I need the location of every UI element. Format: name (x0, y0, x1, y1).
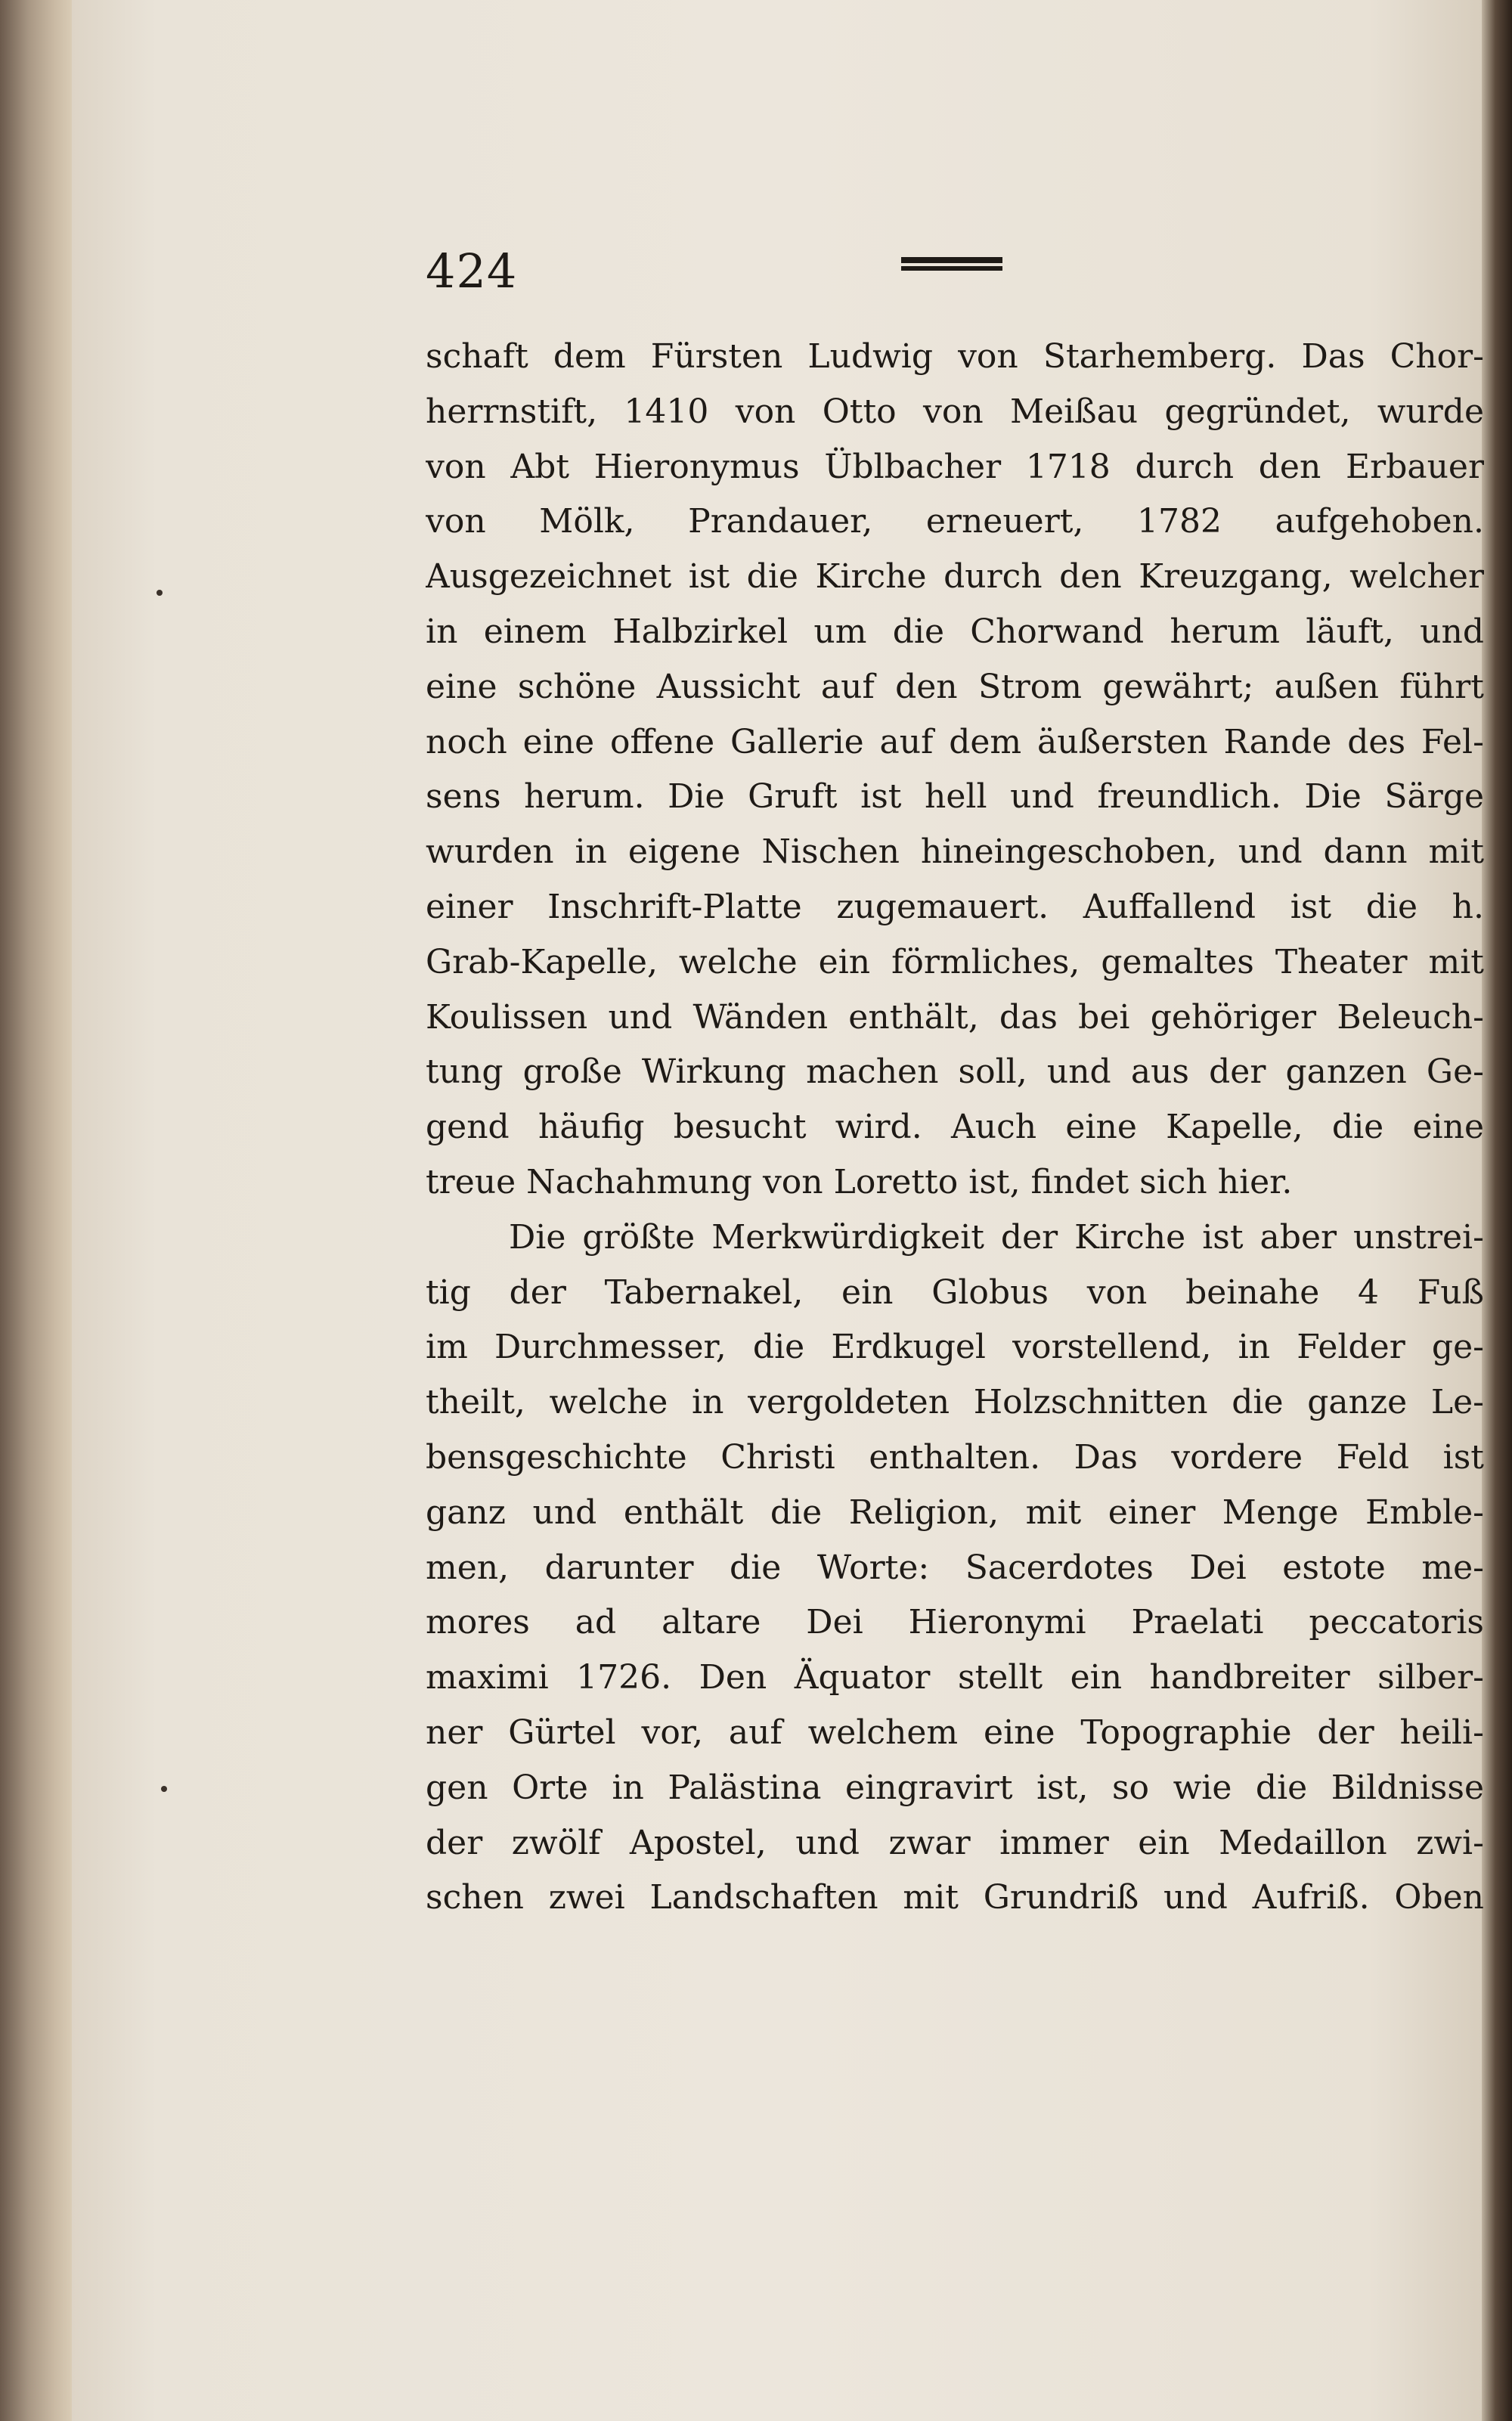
paragraph-end-line: treue Nachahmung von Loretto ist, findet sich hier. (426, 1162, 1293, 1201)
text-line: von Mölk, Prandauer, erneuert, 1782 aufgehoben. (426, 502, 1484, 541)
text-line: der zwölf Apostel, und zwar immer ein Medaillon zwi- (426, 1823, 1484, 1862)
text-line: tung große Wirkung machen soll, und aus der ganzen Ge- (426, 1052, 1484, 1092)
page-number: 424 (426, 243, 518, 299)
text-line: mores ad altare Dei Hieronymi Praelati peccatoris (426, 1603, 1484, 1642)
text-line: schaft dem Fürsten Ludwig von Starhemberg. Das Chor- (426, 337, 1484, 376)
ink-speck (156, 590, 163, 596)
text-line: ganz und enthält die Religion, mit einer Menge Emble- (426, 1493, 1484, 1532)
book-gutter-left (0, 0, 72, 2421)
text-line: bensgeschichte Christi enthalten. Das vordere Feld ist (426, 1437, 1484, 1477)
book-page (72, 0, 1482, 2421)
text-line: Ausgezeichnet ist die Kirche durch den Kreuzgang, welcher (426, 557, 1484, 597)
text-line: tig der Tabernakel, ein Globus von beinahe 4 Fuß (426, 1272, 1484, 1312)
text-line: gen Orte in Palästina eingravirt ist, so wie die Bildnisse (426, 1768, 1484, 1807)
text-line: schen zwei Landschaften mit Grundriß und Aufriß. Oben (426, 1878, 1484, 1917)
text-line: noch eine offene Gallerie auf dem äußersten Rande des Fel- (426, 722, 1484, 761)
text-line: ner Gürtel vor, auf welchem eine Topographie der heili- (426, 1713, 1484, 1752)
text-line: von Abt Hieronymus Üblbacher 1718 durch den Erbauer (426, 447, 1484, 486)
text-line: herrnstift, 1410 von Otto von Meißau gegründet, wurde (426, 392, 1484, 431)
body-text (426, 330, 1484, 1926)
header-rule-top (901, 257, 1002, 263)
header-double-rule (901, 257, 1002, 272)
text-line: maximi 1726. Den Äquator stellt ein handbreiter silber- (426, 1658, 1484, 1697)
text-line: in einem Halbzirkel um die Chorwand herum läuft, und (426, 612, 1484, 651)
header-rule-bottom (901, 266, 1002, 271)
ink-speck (161, 1786, 167, 1792)
text-line: gend häufig besucht wird. Auch eine Kapelle, die eine (426, 1108, 1484, 1147)
text-line: sens herum. Die Gruft ist hell und freundlich. Die Särge (426, 777, 1484, 817)
text-line: im Durchmesser, die Erdkugel vorstellend, in Felder ge- (426, 1328, 1484, 1367)
text-line: Koulissen und Wänden enthält, das bei gehöriger Beleuch- (426, 997, 1484, 1037)
text-line: theilt, welche in vergoldeten Holzschnitten die ganze Le- (426, 1383, 1484, 1422)
paragraph-start-line: Die größte Merkwürdigkeit der Kirche ist aber unstrei- (509, 1217, 1484, 1257)
text-line: eine schöne Aussicht auf den Strom gewährt; außen führt (426, 667, 1484, 706)
text-line: wurden in eigene Nischen hineingeschoben, und dann mit (426, 832, 1484, 872)
text-line: Grab-Kapelle, welche ein förmliches, gemaltes Theater mit (426, 942, 1484, 981)
text-line: men, darunter die Worte: Sacerdotes Dei estote me- (426, 1548, 1484, 1587)
text-line: einer Inschrift-Platte zugemauert. Auffallend ist die h. (426, 887, 1484, 926)
book-edge-right (1482, 0, 1512, 2421)
